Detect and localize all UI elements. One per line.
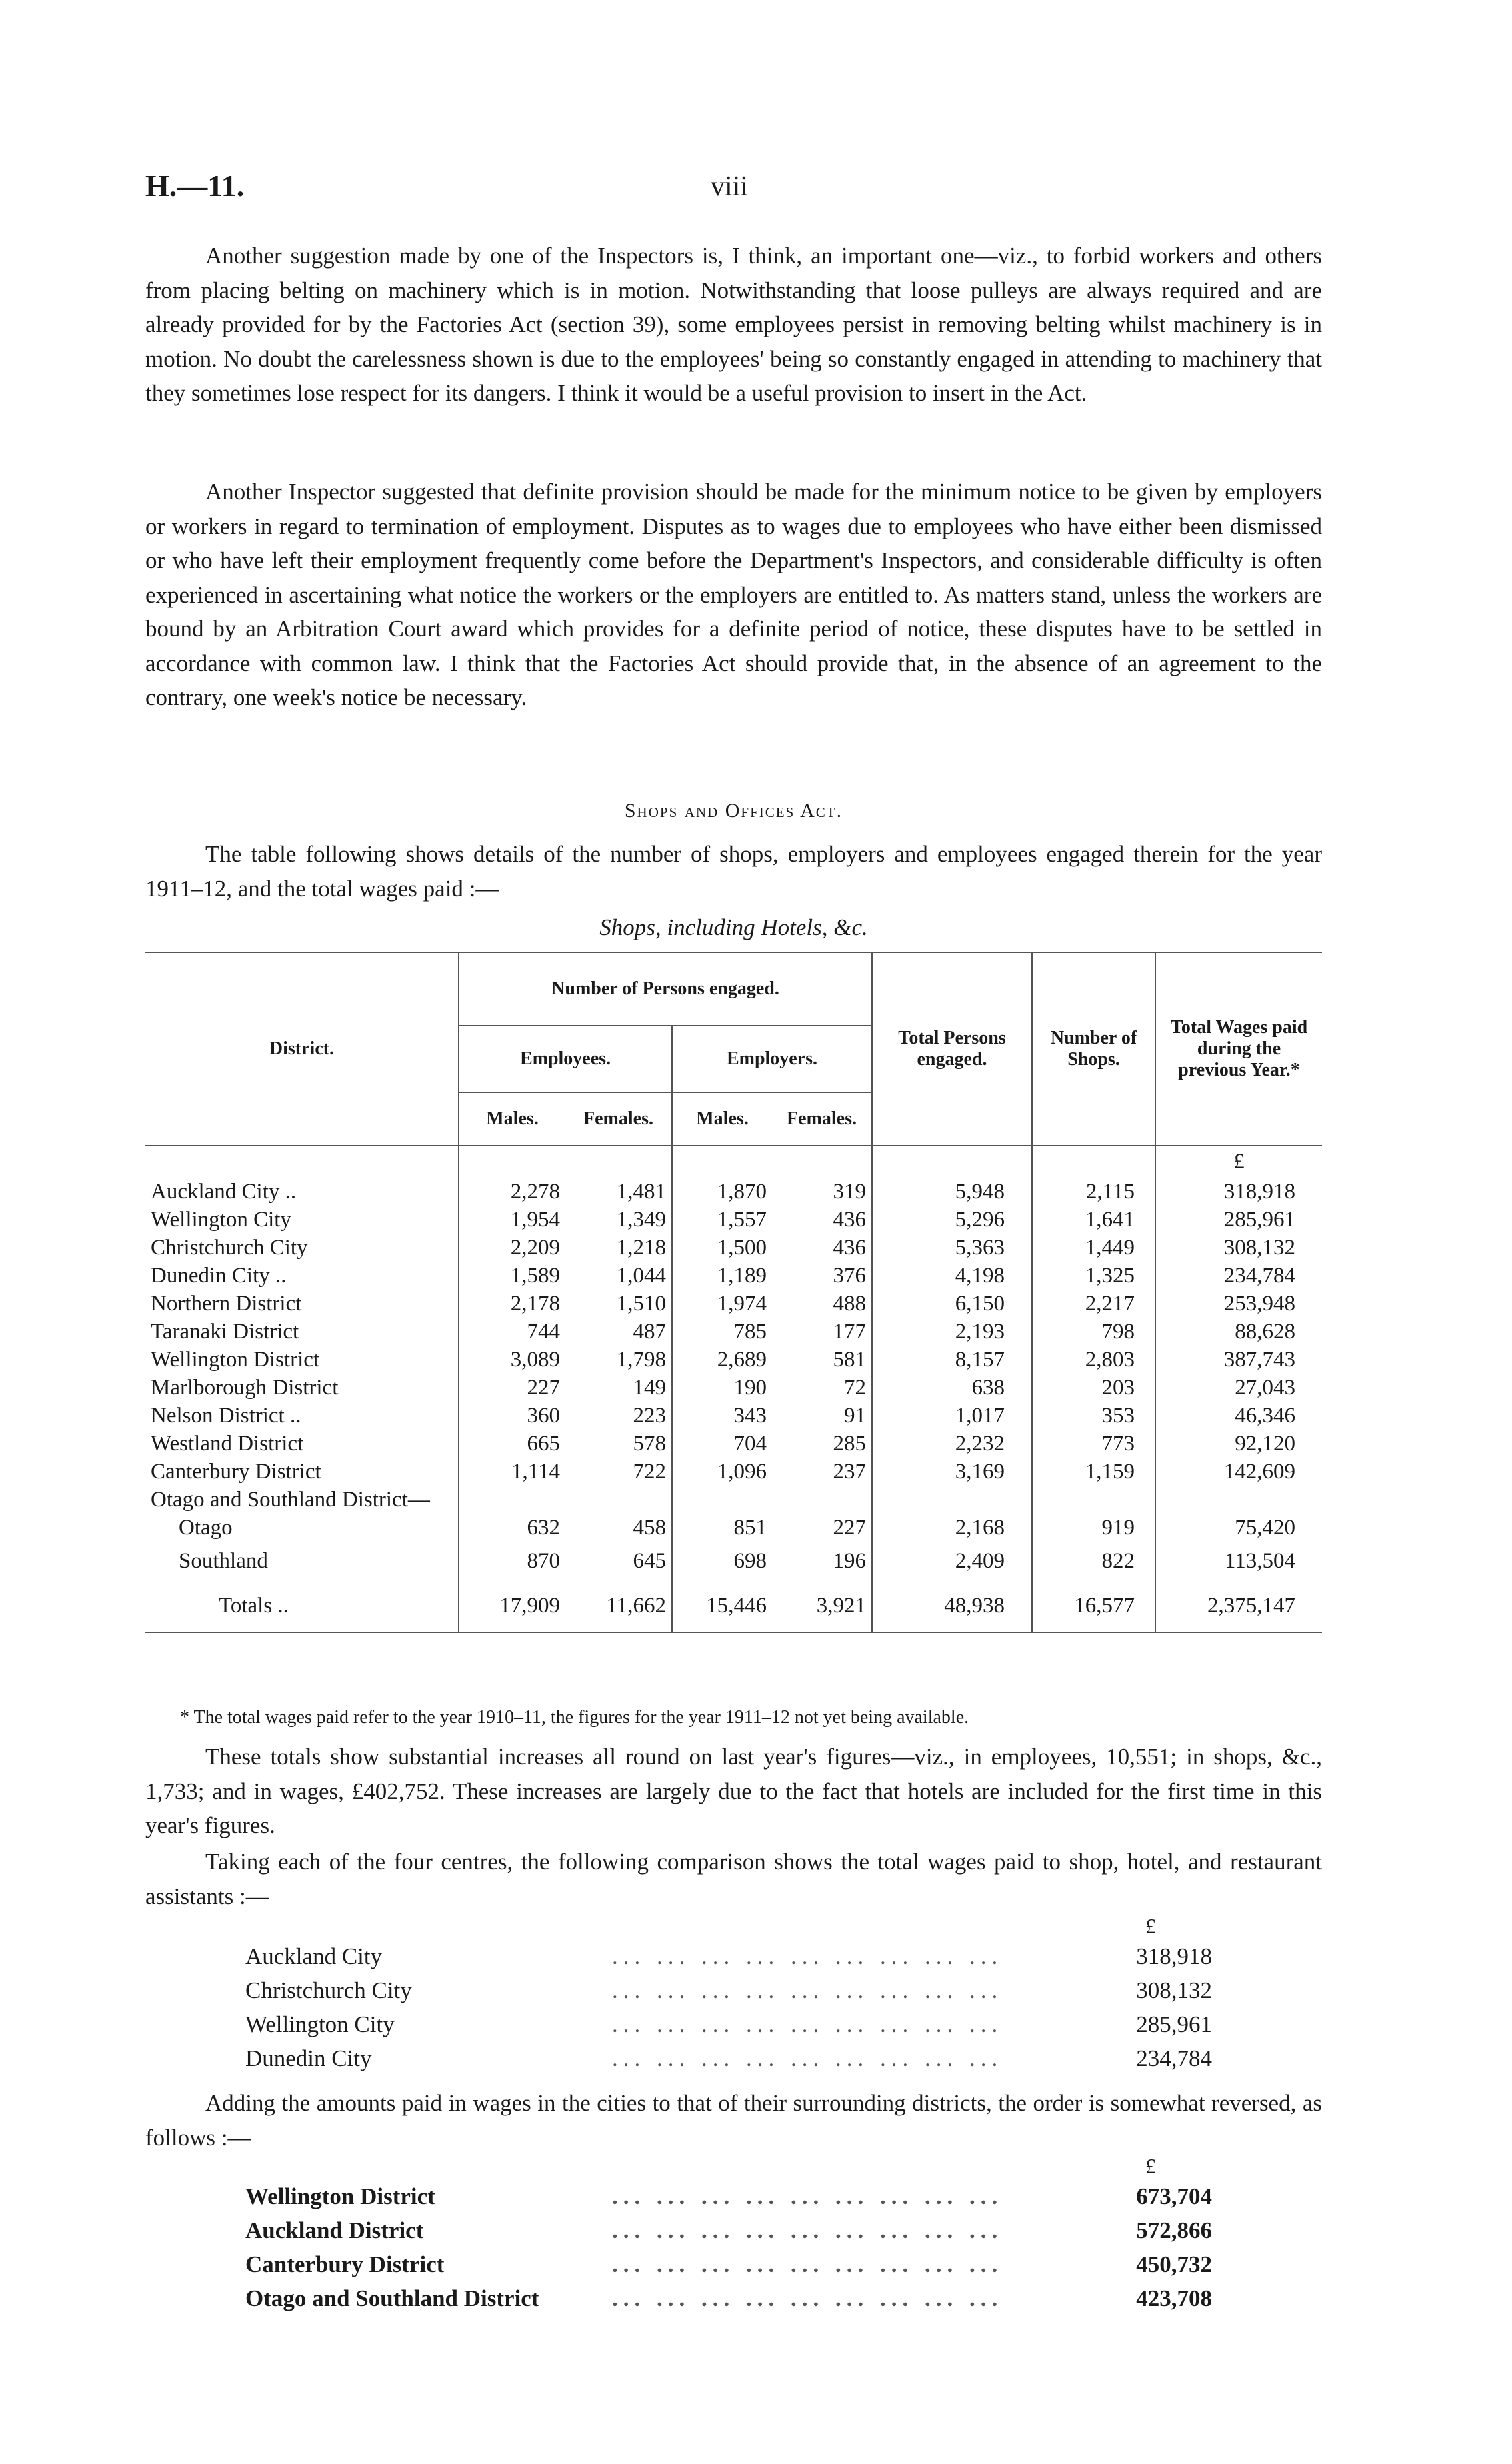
row-total-persons: 2,232 xyxy=(872,1430,1032,1458)
row-employees-females: 1,510 xyxy=(616,1291,666,1316)
row-total-persons: 3,169 xyxy=(872,1458,1032,1486)
header-employees: Employees. xyxy=(459,1026,672,1092)
leader-dots: ... ... ... ... ... ... ... ... ... xyxy=(612,2285,1003,2311)
row-shops: 2,115 xyxy=(1032,1178,1155,1206)
row-employees-males: 2,278 xyxy=(459,1178,565,1206)
row-wages xyxy=(1155,1486,1322,1514)
list-item-value: 285,961 xyxy=(1136,2011,1212,2037)
row-employees-females: 1,798 xyxy=(616,1347,666,1372)
row-shops: 1,641 xyxy=(1032,1206,1155,1234)
cities-pound-sign: £ xyxy=(1145,1914,1156,1938)
row-wages: 92,120 xyxy=(1155,1430,1322,1458)
row-employers-females xyxy=(772,1486,872,1514)
leader-dots: ... ... ... ... ... ... ... ... ... xyxy=(612,2045,1003,2071)
row-total-persons: 2,168 xyxy=(872,1514,1032,1542)
table-row xyxy=(145,1374,1322,1402)
row-employees-females: 578 xyxy=(633,1431,666,1456)
totals-employees-males: 17,909 xyxy=(459,1580,565,1632)
row-employers-males: 1,189 xyxy=(672,1262,772,1290)
row-employees-males: 665 xyxy=(459,1430,565,1458)
row-employees-males: 632 xyxy=(459,1514,565,1542)
row-employers-females: 72 xyxy=(844,1375,866,1400)
table-row xyxy=(145,1206,1322,1234)
row-employers-males xyxy=(672,1486,772,1514)
table-row xyxy=(145,1290,1322,1318)
row-total-persons: 638 xyxy=(872,1374,1032,1402)
row-total-persons: 5,363 xyxy=(872,1234,1032,1262)
totals-employers-males: 15,446 xyxy=(672,1580,772,1632)
row-employees-males: 1,954 xyxy=(459,1206,565,1234)
row-total-persons: 6,150 xyxy=(872,1290,1032,1318)
header-total-persons: Total Persons engaged. xyxy=(872,952,1032,1146)
list-item-name: Canterbury District xyxy=(245,2251,445,2277)
table-row xyxy=(145,1542,1322,1580)
totals-employees-females: 11,662 xyxy=(606,1594,666,1618)
row-wages: 27,043 xyxy=(1155,1374,1322,1402)
header-employees-females: Females. xyxy=(583,1108,653,1129)
list-item-name: Otago and Southland District xyxy=(245,2285,539,2311)
row-employers-females: 436 xyxy=(833,1235,866,1260)
row-district: Auckland City .. xyxy=(151,1179,297,1204)
row-employers-females: 196 xyxy=(833,1548,866,1573)
list-item xyxy=(245,2041,1212,2075)
totals-persons: 48,938 xyxy=(872,1580,1032,1632)
row-wages: 253,948 xyxy=(1155,1290,1322,1318)
leader-dots: ... ... ... ... ... ... ... ... ... xyxy=(612,2217,1003,2243)
paragraph-belting: Another suggestion made by one of the Inspectors is, I think, an important one—viz., to forbid workers and others from placing belting on machinery which is in motion. Notwithstanding that loose pulleys are always required and are already provided for by the Factories Act (section 39), some employees persist in removing belting whilst machinery is in motion. No doubt the carelessness shown is due to the employees' being so constantly engaged in attending to machinery that they sometimes lose respect for its dangers. I think it would be a useful provision to insert in the Act. xyxy=(145,243,1322,406)
list-item-value: 450,732 xyxy=(1136,2251,1212,2277)
row-total-persons: 2,193 xyxy=(872,1318,1032,1346)
row-district: Marlborough District xyxy=(151,1375,339,1400)
row-district: Westland District xyxy=(151,1431,304,1456)
row-employers-males: 704 xyxy=(672,1430,772,1458)
header-district: District. xyxy=(145,952,459,1146)
row-employees-females: 1,044 xyxy=(616,1263,666,1288)
row-employees-males: 360 xyxy=(459,1402,565,1430)
row-employees-females xyxy=(565,1486,672,1514)
row-employees-males: 227 xyxy=(459,1374,565,1402)
table-row xyxy=(145,1262,1322,1290)
row-employees-males: 2,209 xyxy=(459,1234,565,1262)
row-district: Otago xyxy=(179,1515,233,1540)
header-employers-females: Females. xyxy=(787,1108,857,1129)
row-district: Wellington District xyxy=(151,1347,320,1372)
paragraph-totals: These totals show substantial increases all round on last year's figures—viz., in employees, 10,551; in shops, &c., 1,733; and in wages, £402,752. These increases are largely due to the fact that hotels are included for the first time in this year's figures. xyxy=(145,1744,1322,1838)
row-total-persons: 5,948 xyxy=(872,1178,1032,1206)
section-heading: Shops and Offices Act. xyxy=(624,800,843,822)
row-employers-males: 851 xyxy=(672,1514,772,1542)
row-employers-males: 785 xyxy=(672,1318,772,1346)
header-employers-males: Males. xyxy=(672,1092,772,1146)
row-employees-females: 722 xyxy=(633,1459,666,1484)
row-employers-males: 1,557 xyxy=(672,1206,772,1234)
totals-employers-females: 3,921 xyxy=(816,1594,866,1618)
row-district: Nelson District .. xyxy=(151,1403,301,1428)
row-wages: 142,609 xyxy=(1155,1458,1322,1486)
totals-shops: 16,577 xyxy=(1032,1580,1155,1632)
row-shops: 1,325 xyxy=(1032,1262,1155,1290)
row-total-persons xyxy=(872,1486,1032,1514)
page-number: viii xyxy=(711,171,749,202)
row-employees-males: 1,589 xyxy=(459,1262,565,1290)
table-body xyxy=(145,1146,1322,1580)
row-shops: 1,449 xyxy=(1032,1234,1155,1262)
list-item xyxy=(245,2281,1212,2315)
row-wages: 113,504 xyxy=(1155,1542,1322,1580)
paragraph-notice: Another Inspector suggested that definite provision should be made for the minimum notice to be given by employers or workers in regard to termination of employment. Disputes as to wages due to employees who have either been dismissed or who have left their employment frequently come before the Department's Inspectors, and considerable difficulty is often experienced in ascertaining what notice the workers or the employers are entitled to. As matters stand, unless the workers are bound by an Arbitration Court award which provides for a definite period of notice, these disputes have to be settled in accordance with common law. I think that the Factories Act should provide that, in the absence of an agreement to the contrary, one week's notice be necessary. xyxy=(145,479,1322,710)
list-item xyxy=(245,1939,1212,1973)
list-item-name: Auckland City xyxy=(245,1943,383,1969)
list-item-value: 572,866 xyxy=(1136,2217,1212,2243)
table-row xyxy=(145,1346,1322,1374)
row-wages: 318,918 xyxy=(1155,1178,1322,1206)
row-employers-females: 91 xyxy=(844,1403,866,1428)
leader-dots: ... ... ... ... ... ... ... ... ... xyxy=(612,2183,1003,2209)
row-wages: 234,784 xyxy=(1155,1262,1322,1290)
row-employers-males: 1,500 xyxy=(672,1234,772,1262)
row-shops: 203 xyxy=(1032,1374,1155,1402)
list-item-name: Auckland District xyxy=(245,2217,424,2243)
list-item-name: Wellington City xyxy=(245,2011,395,2037)
row-shops: 773 xyxy=(1032,1430,1155,1458)
leader-dots: ... ... ... ... ... ... ... ... ... xyxy=(612,2011,1003,2037)
row-employers-females: 319 xyxy=(833,1179,866,1204)
row-employers-females: 237 xyxy=(833,1459,866,1484)
row-employers-females: 285 xyxy=(833,1431,866,1456)
row-total-persons: 5,296 xyxy=(872,1206,1032,1234)
row-employees-females: 149 xyxy=(633,1375,666,1400)
shops-table xyxy=(145,952,1322,1633)
row-wages: 308,132 xyxy=(1155,1234,1322,1262)
document-code: H.—11. xyxy=(145,169,245,203)
row-total-persons: 1,017 xyxy=(872,1402,1032,1430)
header-total-wages: Total Wages paid during the previous Year.* xyxy=(1155,952,1322,1146)
list-item xyxy=(245,2213,1212,2247)
table-row xyxy=(145,1430,1322,1458)
row-employers-females: 177 xyxy=(833,1319,866,1344)
row-employers-males: 190 xyxy=(672,1374,772,1402)
row-wages: 387,743 xyxy=(1155,1346,1322,1374)
list-item-value: 423,708 xyxy=(1136,2285,1212,2311)
wages-pound-sign: £ xyxy=(1155,1146,1322,1178)
row-employers-males: 2,689 xyxy=(672,1346,772,1374)
list-item-name: Wellington District xyxy=(245,2183,435,2209)
row-employees-females: 1,218 xyxy=(616,1235,666,1260)
totals-row xyxy=(145,1580,1322,1632)
table-row xyxy=(145,1402,1322,1430)
row-employees-males xyxy=(459,1486,565,1514)
table-title: Shops, including Hotels, &c. xyxy=(599,914,868,940)
row-employees-females: 1,349 xyxy=(616,1207,666,1232)
row-employees-males: 1,114 xyxy=(459,1458,565,1486)
list-item-value: 308,132 xyxy=(1136,1977,1212,2003)
row-total-persons: 4,198 xyxy=(872,1262,1032,1290)
row-employees-males: 3,089 xyxy=(459,1346,565,1374)
table-row xyxy=(145,1318,1322,1346)
row-employers-males: 1,870 xyxy=(672,1178,772,1206)
list-item xyxy=(245,2247,1212,2281)
table-row xyxy=(145,1514,1322,1542)
row-shops: 822 xyxy=(1032,1542,1155,1580)
paragraph-table-intro: The table following shows details of the number of shops, employers and employees engaged therein for the year 1911–12, and the total wages paid :— xyxy=(145,841,1322,902)
row-employers-females: 436 xyxy=(833,1207,866,1232)
cities-list xyxy=(245,1939,1212,2075)
row-shops: 798 xyxy=(1032,1318,1155,1346)
row-employers-females: 227 xyxy=(833,1515,866,1540)
row-total-persons: 2,409 xyxy=(872,1542,1032,1580)
leader-dots: ... ... ... ... ... ... ... ... ... xyxy=(612,2251,1003,2277)
paragraph-districts: Adding the amounts paid in wages in the cities to that of their surrounding districts, the order is somewhat reversed, as follows :— xyxy=(145,2090,1322,2151)
leader-dots: ... ... ... ... ... ... ... ... ... xyxy=(612,1943,1003,1969)
row-shops: 2,217 xyxy=(1032,1290,1155,1318)
list-item-name: Christchurch City xyxy=(245,1977,412,2003)
list-item-value: 318,918 xyxy=(1136,1943,1212,1969)
districts-pound-sign: £ xyxy=(1145,2154,1156,2178)
list-item-value: 673,704 xyxy=(1136,2183,1212,2209)
row-wages: 75,420 xyxy=(1155,1514,1322,1542)
row-shops: 2,803 xyxy=(1032,1346,1155,1374)
row-district: Canterbury District xyxy=(151,1459,321,1484)
row-district: Wellington City xyxy=(151,1207,291,1232)
header-number-of-persons: Number of Persons engaged. xyxy=(459,952,872,1026)
row-employers-females: 488 xyxy=(833,1291,866,1316)
table-row xyxy=(145,1486,1322,1514)
row-employees-females: 487 xyxy=(633,1319,666,1344)
row-employees-females: 645 xyxy=(633,1548,666,1573)
districts-list xyxy=(245,2179,1212,2315)
row-employers-males: 343 xyxy=(672,1402,772,1430)
list-item-value: 234,784 xyxy=(1136,2045,1212,2071)
row-shops: 353 xyxy=(1032,1402,1155,1430)
row-employers-females: 581 xyxy=(833,1347,866,1372)
row-employees-females: 1,481 xyxy=(616,1179,666,1204)
table-footnote: * The total wages paid refer to the year 1910–11, the figures for the year 1911–12 not yet being available. xyxy=(180,1707,969,1728)
row-district: Southland xyxy=(179,1548,268,1573)
row-shops: 1,159 xyxy=(1032,1458,1155,1486)
header-number-of-shops: Number of Shops. xyxy=(1032,952,1155,1146)
row-wages: 46,346 xyxy=(1155,1402,1322,1430)
row-wages: 285,961 xyxy=(1155,1206,1322,1234)
totals-wages: 2,375,147 xyxy=(1155,1580,1322,1632)
row-shops: 919 xyxy=(1032,1514,1155,1542)
row-employers-males: 1,096 xyxy=(672,1458,772,1486)
header-employers: Employers. xyxy=(672,1026,872,1092)
row-shops xyxy=(1032,1486,1155,1514)
row-employees-males: 744 xyxy=(459,1318,565,1346)
list-item xyxy=(245,1973,1212,2007)
row-employers-males: 698 xyxy=(672,1542,772,1580)
table-row xyxy=(145,1458,1322,1486)
row-employees-females: 223 xyxy=(633,1403,666,1428)
row-district: Christchurch City xyxy=(151,1235,308,1260)
header-employees-males: Males. xyxy=(459,1092,565,1146)
table-row xyxy=(145,1234,1322,1262)
totals-label: Totals .. xyxy=(219,1594,289,1618)
row-employers-females: 376 xyxy=(833,1263,866,1288)
row-district: Northern District xyxy=(151,1291,302,1316)
list-item xyxy=(245,2179,1212,2213)
paragraph-centres: Taking each of the four centres, the following comparison shows the total wages paid to shop, hotel, and restaurant assistants :— xyxy=(145,1849,1322,1909)
row-wages: 88,628 xyxy=(1155,1318,1322,1346)
row-employees-females: 458 xyxy=(633,1515,666,1540)
row-district: Dunedin City .. xyxy=(151,1263,287,1288)
row-district: Otago and Southland District— xyxy=(151,1487,430,1512)
table-row xyxy=(145,1178,1322,1206)
row-district: Taranaki District xyxy=(151,1319,299,1344)
row-employers-males: 1,974 xyxy=(672,1290,772,1318)
row-employees-males: 870 xyxy=(459,1542,565,1580)
row-employees-males: 2,178 xyxy=(459,1290,565,1318)
row-total-persons: 8,157 xyxy=(872,1346,1032,1374)
leader-dots: ... ... ... ... ... ... ... ... ... xyxy=(612,1977,1003,2003)
list-item-name: Dunedin City xyxy=(245,2045,372,2071)
list-item xyxy=(245,2007,1212,2041)
